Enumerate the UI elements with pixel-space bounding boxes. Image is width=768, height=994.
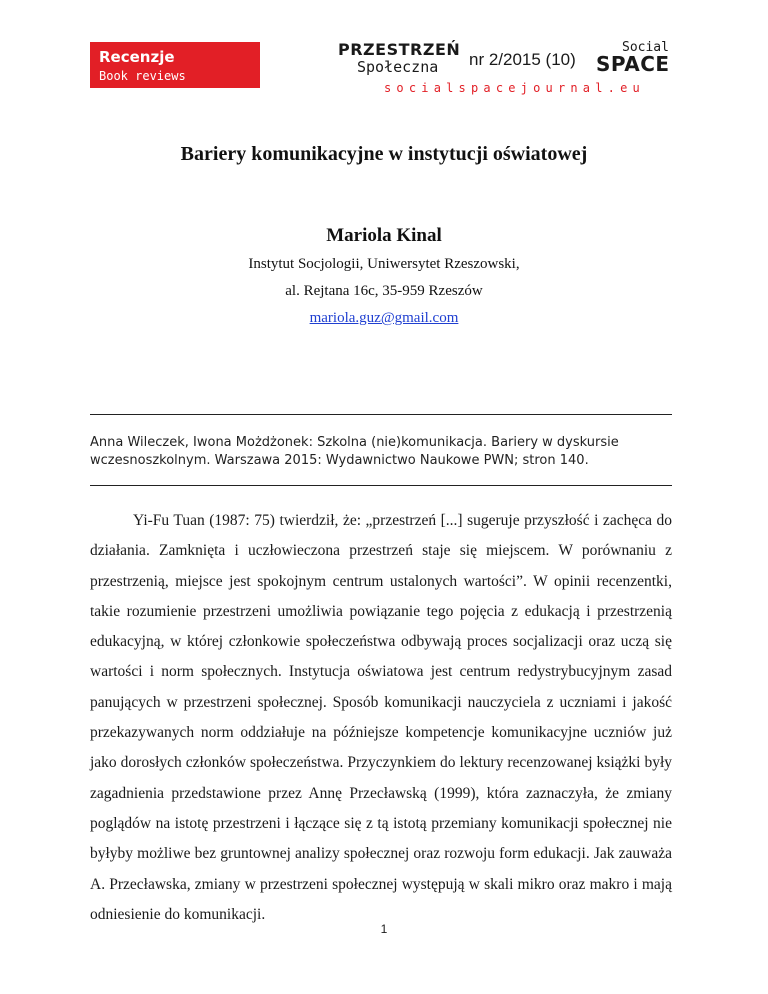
author-name: Mariola Kinal [326,225,442,246]
section-subtitle: Book reviews [99,69,186,83]
journal-name-pl-line1: PRZESTRZEŃ [338,40,461,59]
journal-name-pl-line2: Społeczna [357,58,439,76]
page-number: 1 [380,922,388,936]
affiliation-line1: Instytut Socjologii, Uniwersytet Rzeszowski, [248,256,520,272]
section-title: Recenzje [99,48,175,66]
journal-name-en-line2: SPACE [596,52,670,76]
affiliation-line2: al. Rejtana 16c, 35-959 Rzeszów [285,283,483,299]
issue-number: nr 2/2015 (10) [469,50,576,69]
body-paragraph: Yi-Fu Tuan (1987: 75) twierdził, że: „przestrzeń [...] sugeruje przyszłość i zachęca do działania. Zamknięta i uczłowieczona przestrzeń staje się miejscem. W porównaniu z przestrzenią, miejsce jest spokojnym centrum ustalonych wartości”. W opinii recenzentki, takie rozumienie przestrzeni umożliwia powiązanie tego pojęcia z edukacją i przestrzenią edukacyjną, w której członkowie społeczeństwa odbywają proces socjalizacji oraz uczą się wartości i norm społecznych. Instytucja oświatowa jest centrum redystrybucyjnym zasad panujących w przestrzeni społecznej. Sposób komunikacji nauczyciela z uczniami i jakość przekazywanych norm oddziałuje na późniejsze kompetencje komunikacyjne uczniów już jako dorosłych członków społeczeństwa. Przyczynkiem do lektury recenzowanej książki były zagadnienia przedstawione przez Annę Przecławską (1999), która zaznaczyła, że zmiany poglądów na istotę przestrzeni i łączące się z tą istotą przemiany komunikacji społecznej nie byłyby możliwe bez gruntownej analizy społecznej oraz rozwoju form edukacji. Jak zauważa A. Przecławska, zmiany w przestrzeni społecznej występują w skali mikro oraz makro i mają odniesienie do komunikacji. [90,512,672,923]
divider-bottom [90,485,672,486]
journal-name-en-line1: Social [622,40,669,55]
divider-top [90,414,672,415]
journal-url[interactable]: socialspacejournal.eu [384,81,645,95]
book-reference: Anna Wileczek, Iwona Możdżonek: Szkolna (nie)komunikacja. Bariery w dyskursie wczesnoszkolnym. Warszawa 2015: Wydawnictwo Naukowe PWN; stron 140. [90,435,619,468]
section-badge [90,42,260,88]
author-email-link[interactable]: mariola.guz@gmail.com [309,310,459,326]
article-title: Bariery komunikacyjne w instytucji oświatowej [180,143,588,165]
